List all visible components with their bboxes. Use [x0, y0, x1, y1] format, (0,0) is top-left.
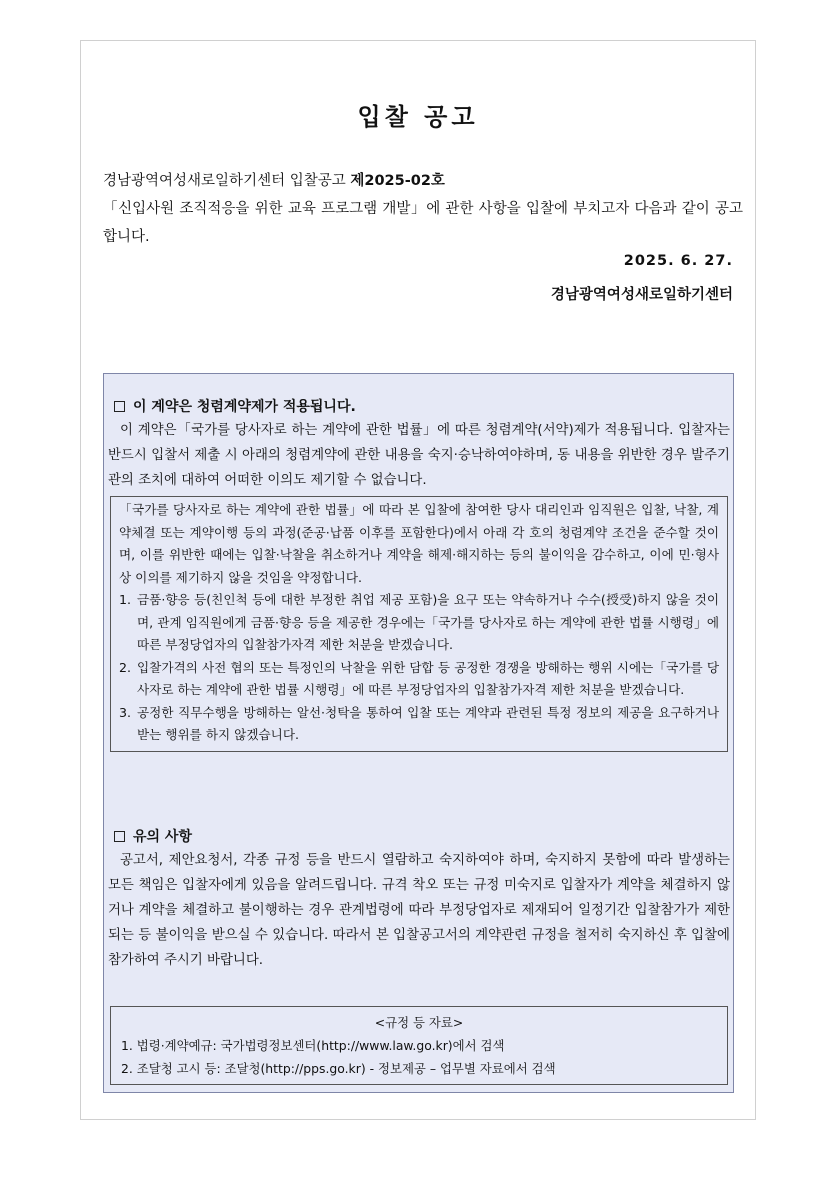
pledge-item: 1. 금품·향응 등(친인척 등에 대한 부정한 취업 제공 포함)을 요구 또는 약속하거나 수수(授受)하지 않을 것이며, 관계 임직원에게 금품·향응 등을 제공한 경우에는「국가를 당사자로 하는 계약에 관한 법률 시행령」에 따른 부정당업자의 입찰참가자격 제한 처분을 받겠습니다. [119, 592, 719, 652]
intro-paragraph: 「신입사원 조직적응을 위한 교육 프로그램 개발」에 관한 사항을 입찰에 부치고자 다음과 같이 공고합니다. [103, 201, 743, 245]
intro-block [103, 167, 743, 251]
integrity-body: 이 계약은「국가를 당사자로 하는 계약에 관한 법률」에 따른 청렴계약(서약)제가 적용됩니다. 입찰자는 반드시 입찰서 제출 시 아래의 청렴계약에 관한 내용을 숙지·승낙하여야하며, 동 내용을 위반한 경우 발주기관의 조치에 대하여 어떠한 이의도 제기할 수 없습니다. [108, 423, 730, 488]
pledge-item: 2. 입찰가격의 사전 협의 또는 특정인의 낙찰을 위한 담합 등 공정한 경쟁을 방해하는 행위 시에는「국가를 당사자로 하는 계약에 관한 법률 시행령」에 따른 부정당업자의 입찰참가자격 제한 처분을 받겠습니다. [119, 659, 719, 697]
notice-date: 2025. 6. 27. [623, 253, 733, 269]
references-title: <규정 등 자료> [374, 1015, 464, 1030]
notes-heading: 유의 사항 [114, 826, 192, 846]
checkbox-square-icon [114, 831, 125, 842]
document-page [80, 40, 756, 1120]
pledge-lead: 「국가를 당사자로 하는 계약에 관한 법률」에 따라 본 입찰에 참여한 당사 대리인과 임직원은 입찰, 낙찰, 계약체결 또는 계약이행 등의 과정(준공·납품 이후를 포함한다)에서 아래 각 호의 청렴계약 조건을 준수할 것이며, 이를 위반한 때에는 입찰·낙찰을 취소하거나 계약을 해제·해지하는 등의 불이익을 감수하고, 이에 민·형사상 이의를 제기하지 않을 것임을 약정합니다. [119, 502, 719, 585]
integrity-heading: 이 계약은 청렴계약제가 적용됩니다. [114, 396, 356, 416]
notice-line [103, 167, 743, 195]
references-box [110, 1006, 728, 1085]
reference-item: 2. 조달청 고시 등: 조달청(http://pps.go.kr) - 정보제공 – 업무별 자료에서 검색 [121, 1061, 556, 1076]
checkbox-square-icon [114, 401, 125, 412]
pledge-item: 3. 공정한 직무수행을 방해하는 알선·청탁을 통하여 입찰 또는 계약과 관련된 특정 정보의 제공을 요구하거나 받는 행위를 하지 않겠습니다. [119, 704, 719, 742]
pledge-list [119, 589, 719, 747]
notice-prefix: 경남광역여성새로일하기센터 입찰공고 [103, 173, 346, 189]
document-title: 입찰 공고 [357, 103, 479, 131]
notice-number: 제2025-02호 [350, 173, 445, 189]
issuer-name: 경남광역여성새로일하기센터 [550, 287, 733, 303]
notes-body: 공고서, 제안요청서, 각종 규정 등을 반드시 열람하고 숙지하여야 하며, 숙지하지 못함에 따라 발생하는 모든 책임은 입찰자에게 있음을 알려드립니다. 규격 착오 또는 규정 미숙지로 입찰자가 계약을 체결하지 않거나 계약을 체결하고 불이행하는 경우 관계법령에 따라 부정당업자로 제재되어 일정기간 입찰참가가 제한되는 등 불이익을 받으실 수 있습니다. 따라서 본 입찰공고서의 계약관련 규정을 철저히 숙지하신 후 입찰에 참가하여 주시기 바랍니다. [108, 853, 730, 968]
info-panel [103, 373, 734, 1093]
pledge-box [110, 496, 728, 752]
reference-item: 1. 법령·계약예규: 국가법령정보센터(http://www.law.go.kr)에서 검색 [121, 1038, 505, 1053]
